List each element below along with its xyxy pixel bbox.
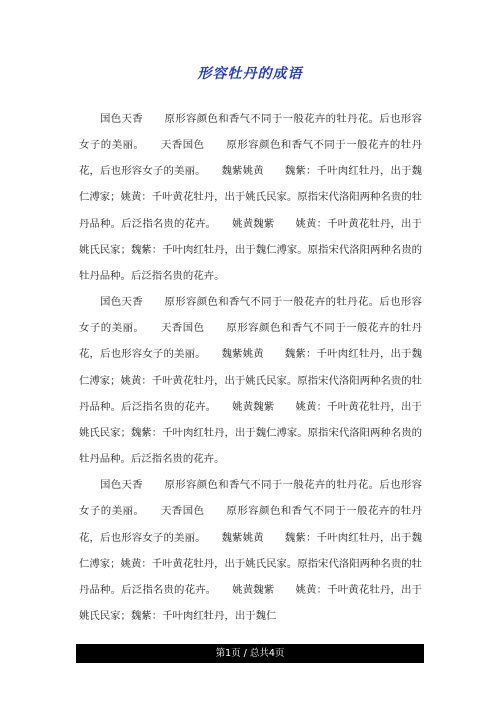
document-body (79, 106, 422, 629)
page-title: 形容牡丹的成语 (197, 66, 303, 82)
page-number-label: 第1页 / 总共4页 (215, 648, 285, 659)
body-paragraph: 国色天香 原形容颜色和香气不同于一般花卉的牡丹花。后也形容女子的美丽。 天香国色 原形容颜色和香气不同于一般花卉的牡丹花，后也形容女子的美丽。 魏紫姚黄 魏紫：千叶肉红牡丹，出于魏仁溥家；姚黄：千叶黄花牡丹，出于姚氏民家。原指宋代洛阳两种名贵的牡丹品种。后泛指名贵的花卉。 姚黄魏紫 姚黄：千叶黄花牡丹，出于姚氏民家；魏紫：千叶肉红牡丹，出于魏仁 (79, 479, 422, 622)
page-footer (76, 644, 424, 663)
body-paragraph: 国色天香 原形容颜色和香气不同于一般花卉的牡丹花。后也形容女子的美丽。 天香国色 原形容颜色和香气不同于一般花卉的牡丹花，后也形容女子的美丽。 魏紫姚黄 魏紫：千叶肉红牡丹，出于魏仁溥家；姚黄：千叶黄花牡丹，出于姚氏民家。原指宋代洛阳两种名贵的牡丹品种。后泛指名贵的花卉。 姚黄魏紫 姚黄：千叶黄花牡丹，出于姚氏民家；魏紫：千叶肉红牡丹，出于魏仁溥家。原指宋代洛阳两种名贵的牡丹品种。后泛指名贵的花卉。 (79, 296, 422, 466)
body-paragraph: 国色天香 原形容颜色和香气不同于一般花卉的牡丹花。后也形容女子的美丽。 天香国色 原形容颜色和香气不同于一般花卉的牡丹花，后也形容女子的美丽。 魏紫姚黄 魏紫：千叶肉红牡丹，出于魏仁溥家；姚黄：千叶黄花牡丹，出于姚氏民家。原指宋代洛阳两种名贵的牡丹品种。后泛指名贵的花卉。 姚黄魏紫 姚黄：千叶黄花牡丹，出于姚氏民家；魏紫：千叶肉红牡丹，出于魏仁溥家。原指宋代洛阳两种名贵的牡丹品种。后泛指名贵的花卉。 (79, 113, 422, 282)
